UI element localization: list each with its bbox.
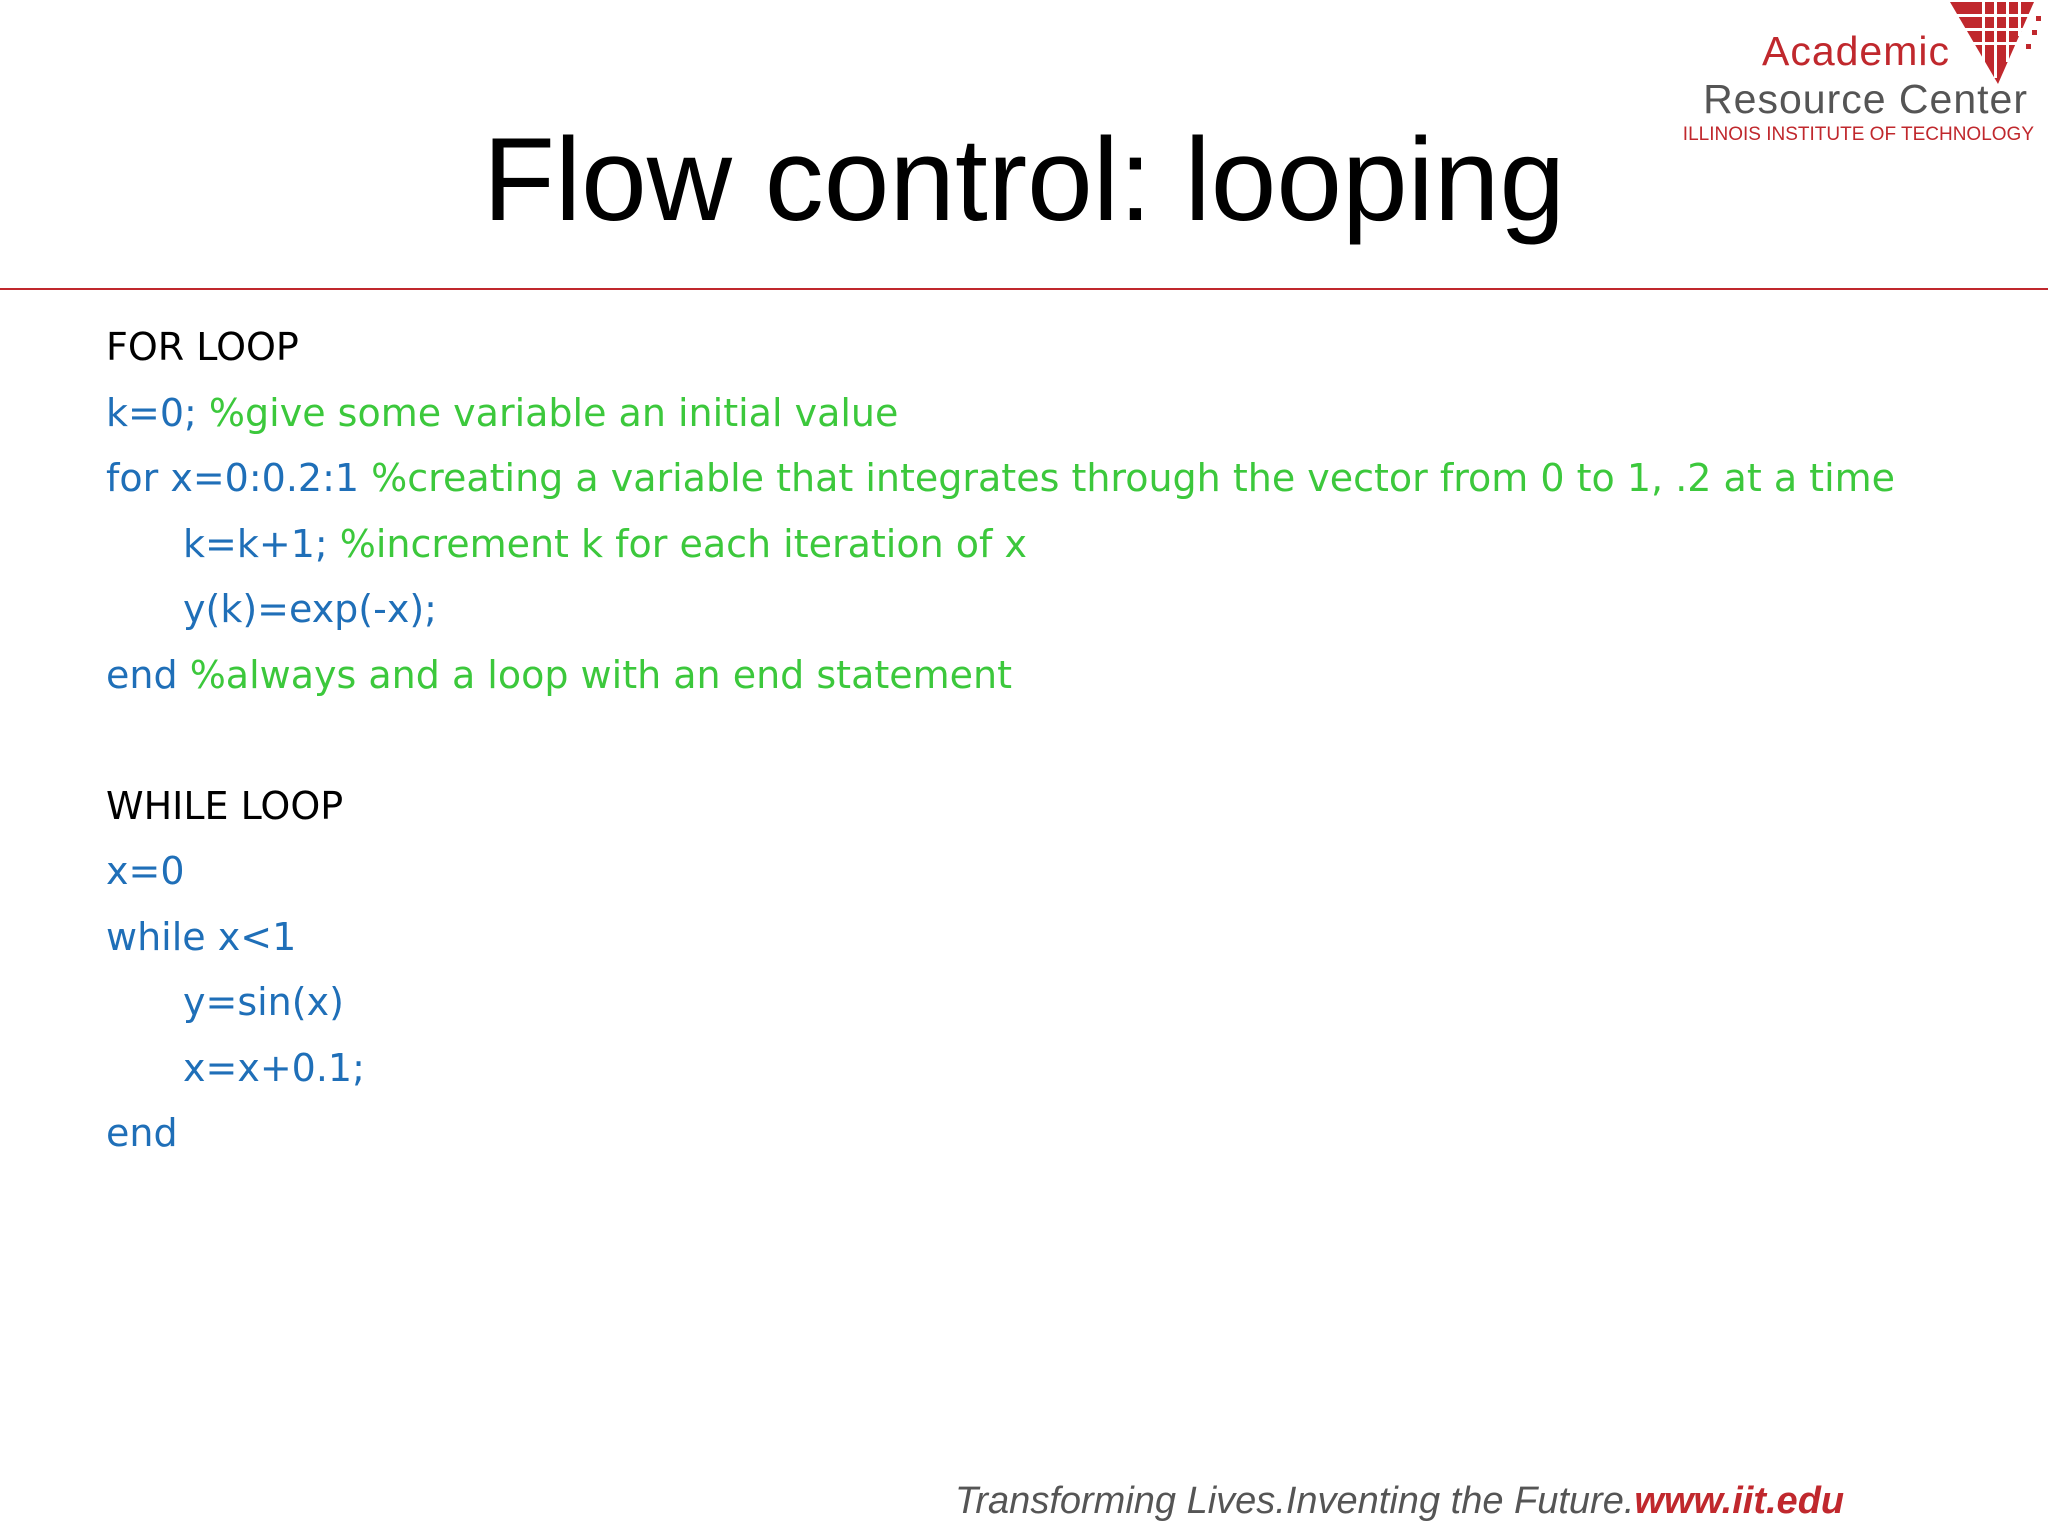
- code-line: [106, 643, 1895, 709]
- while-loop-header: WHILE LOOP: [106, 783, 344, 828]
- code-text: k=0;: [106, 390, 197, 435]
- code-line: [106, 905, 1895, 971]
- code-line: [106, 577, 1895, 643]
- code-line: [106, 512, 1895, 578]
- code-comment: %increment k for each iteration of x: [339, 521, 1027, 566]
- code-line: [106, 381, 1895, 447]
- code-line: [106, 1036, 1895, 1102]
- code-line: [106, 446, 1895, 512]
- logo-institute-name: ILLINOIS INSTITUTE OF TECHNOLOGY: [1682, 124, 2034, 145]
- code-text: y(k)=exp(-x);: [183, 587, 437, 631]
- code-text: y=sin(x): [183, 980, 344, 1024]
- logo-resource-center: Resource Center: [1703, 76, 2028, 122]
- code-comment: %always and a loop with an end statement: [189, 652, 1013, 697]
- code-line: [106, 1101, 1895, 1167]
- code-line: [106, 970, 1895, 1036]
- for-loop-header: FOR LOOP: [106, 325, 299, 369]
- code-text: x=0: [106, 849, 185, 893]
- code-line: [106, 839, 1895, 905]
- slide-title: Flow control: looping: [482, 114, 1566, 246]
- code-text: end: [106, 1111, 178, 1155]
- code-text: end: [106, 652, 178, 697]
- code-comment: %creating a variable that integrates through the vector from 0 to 1, .2 at a time: [371, 456, 1896, 500]
- footer-tagline: [955, 1480, 1844, 1523]
- logo-triangle-mark: [1942, 0, 2042, 86]
- logo-academic: Academic: [1761, 28, 1950, 74]
- title-divider: [0, 288, 2048, 290]
- code-text: for x=0:0.2:1: [106, 456, 360, 500]
- code-text: k=k+1;: [183, 521, 328, 566]
- code-comment: %give some variable an initial value: [208, 390, 899, 435]
- footer-tagline-text: Transforming Lives.Inventing the Future.: [955, 1480, 1635, 1522]
- code-text: x=x+0.1;: [183, 1045, 365, 1090]
- slide-content: [106, 315, 1895, 1167]
- code-text: while x<1: [106, 914, 297, 959]
- section-spacer: [106, 708, 1895, 774]
- footer-url[interactable]: www.iit.edu: [1634, 1480, 1845, 1522]
